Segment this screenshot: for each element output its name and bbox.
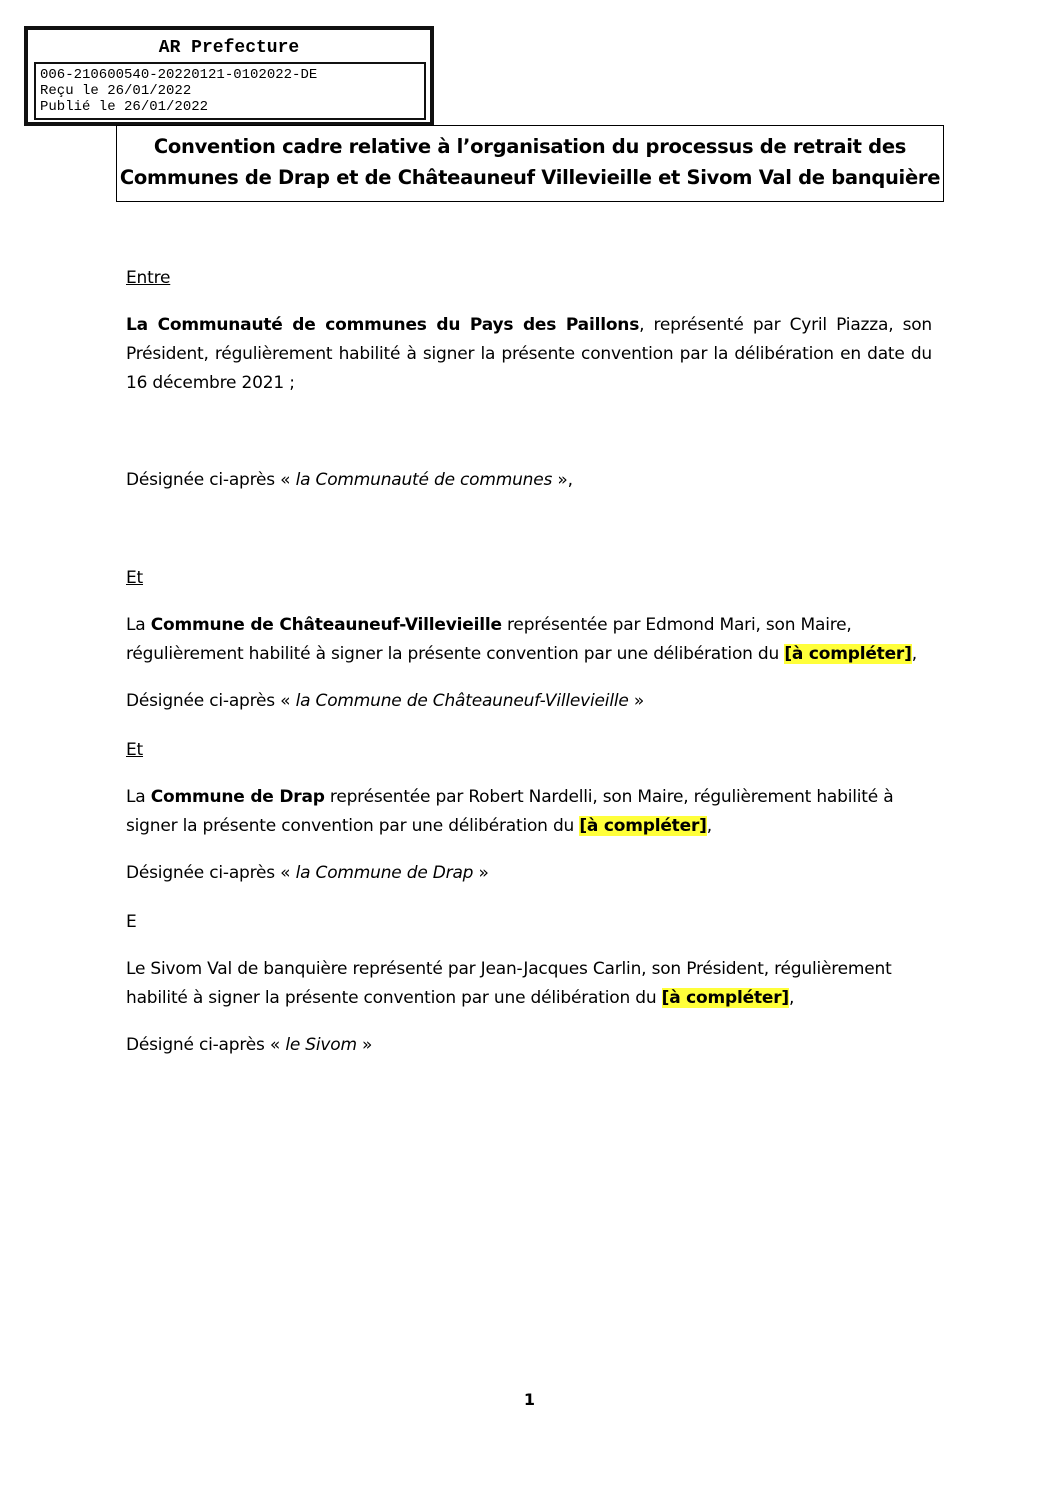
party-communaute-name: La Communauté de communes du Pays des Paillons: [126, 315, 640, 335]
party-prefix: La: [126, 787, 151, 807]
et-label: E: [126, 912, 137, 932]
title-line-2: Communes de Drap et de Châteauneuf Villevieille et Sivom Val de banquière: [119, 166, 941, 189]
paragraph-line: [126, 812, 932, 841]
party-drap-designation: [126, 859, 932, 888]
paragraph-line: [126, 783, 932, 812]
party-chateauneuf-paragraph: [126, 611, 932, 669]
designation-suffix: »: [356, 1035, 373, 1055]
designation-name: la Commune de Drap: [295, 863, 474, 883]
placeholder-highlight: [à compléter]: [661, 988, 789, 1008]
party-drap-name: Commune de Drap: [150, 787, 325, 807]
et-label: Et: [126, 740, 144, 760]
designation-name: la Communauté de communes: [295, 470, 553, 490]
stamp-title: AR Prefecture: [158, 38, 300, 58]
party-prefix: La: [126, 615, 151, 635]
paragraph-line: [126, 984, 932, 1013]
placeholder-highlight: [à compléter]: [579, 816, 707, 836]
designation-suffix: »,: [552, 470, 573, 490]
designation-prefix: Désigné ci-après «: [126, 1035, 286, 1055]
party-chateauneuf-designation: [126, 687, 932, 716]
designation-suffix: »: [473, 863, 489, 883]
stamp-details: [34, 62, 426, 120]
designation-prefix: Désignée ci-après «: [126, 691, 296, 711]
stamp-published-date: Publié le 26/01/2022: [40, 99, 209, 115]
punctuation: ,: [789, 988, 795, 1008]
party-communaute-designation: [126, 466, 932, 495]
party-drap-paragraph: [126, 783, 932, 841]
heading-et-3: [126, 908, 932, 937]
punctuation: ,: [911, 644, 917, 664]
party-text: habilité à signer la présente convention par une délibération du: [126, 988, 662, 1008]
paragraph-line: [126, 611, 932, 640]
stamp-reference: 006-210600540-20220121-0102022-DE: [40, 67, 318, 83]
party-text: représentée par Robert Nardelli, son Maire, régulièrement habilité à: [324, 787, 894, 807]
title-line-1: Convention cadre relative à l’organisation du processus de retrait des: [153, 135, 907, 158]
party-chateauneuf-name: Commune de Châteauneuf-Villevieille: [150, 615, 502, 635]
party-sivom-paragraph: [126, 955, 932, 1013]
heading-et-2: [126, 736, 932, 765]
placeholder-highlight: [à compléter]: [784, 644, 912, 664]
document-title: [116, 125, 944, 202]
designation-prefix: Désignée ci-après «: [126, 863, 296, 883]
entre-label: Entre: [126, 268, 171, 288]
punctuation: ,: [706, 816, 712, 836]
stamp-received-date: Reçu le 26/01/2022: [40, 83, 192, 99]
party-sivom-text-line-1: Le Sivom Val de banquière représenté par Jean-Jacques Carlin, son Président, régulièrement: [126, 959, 892, 979]
party-communaute-text: , représenté par Cyril Piazza, son Président, régulièrement habilité à signer la présente convention par la délibération en date du 16 décembre 2021 ;: [126, 315, 932, 393]
designation-suffix: »: [628, 691, 645, 711]
party-text: représentée par Edmond Mari, son Maire,: [501, 615, 852, 635]
party-sivom-designation: [126, 1031, 932, 1060]
designation-name: le Sivom: [285, 1035, 357, 1055]
party-text: régulièrement habilité à signer la présente convention par une délibération du: [126, 644, 785, 664]
party-communaute-paragraph: [126, 311, 932, 398]
party-text: signer la présente convention par une délibération du: [126, 816, 580, 836]
designation-name: la Commune de Châteauneuf-Villevieille: [295, 691, 629, 711]
page-number: 1: [523, 1390, 536, 1409]
designation-prefix: Désignée ci-après «: [126, 470, 296, 490]
prefecture-stamp: [24, 26, 434, 126]
et-label: Et: [126, 568, 144, 588]
heading-et-1: [126, 564, 932, 593]
heading-entre: [126, 264, 932, 293]
paragraph-line: [126, 640, 932, 669]
